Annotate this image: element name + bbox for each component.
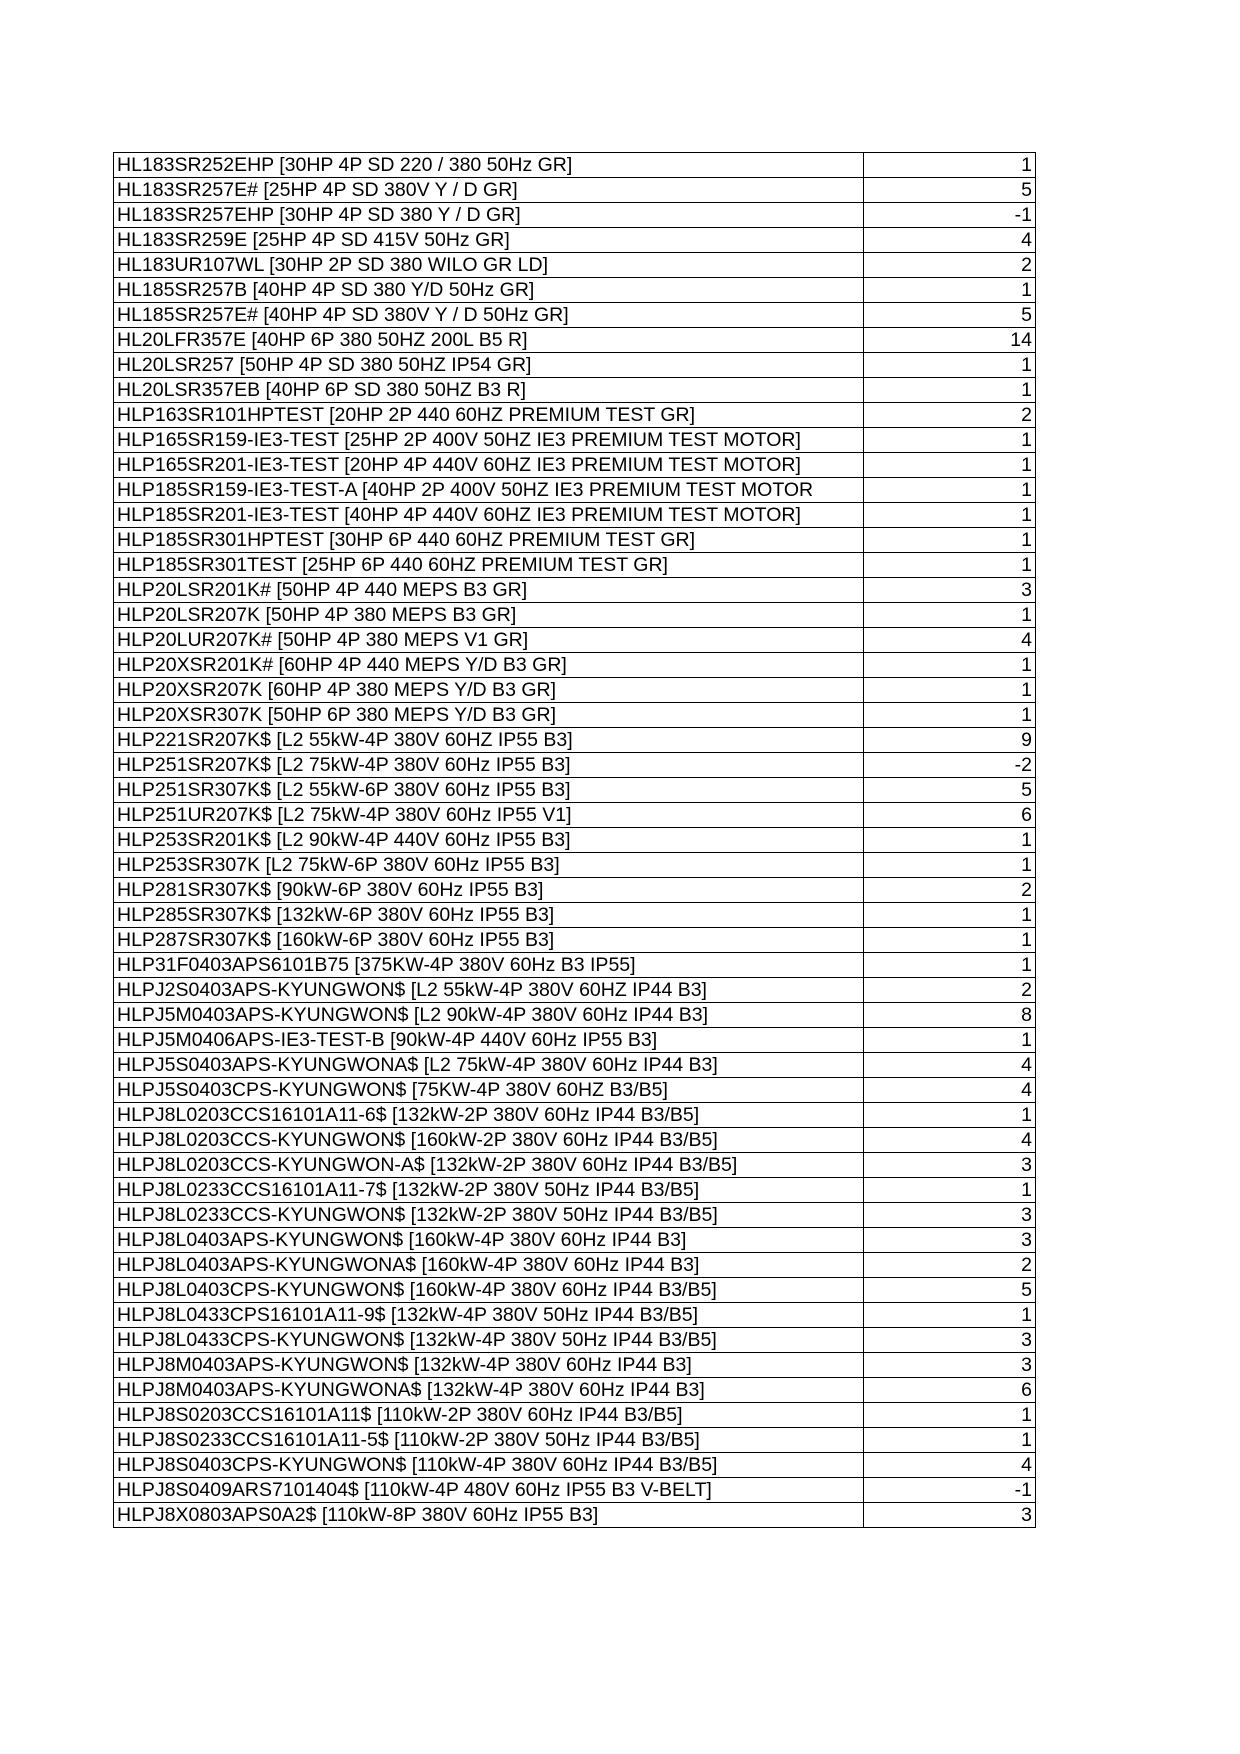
item-description-cell: HLP185SR301HPTEST [30HP 6P 440 60HZ PREMIUM TEST GR]	[114, 528, 864, 553]
quantity-cell: 5	[864, 178, 1036, 203]
item-description-cell: HL183UR107WL [30HP 2P SD 380 WILO GR LD]	[114, 253, 864, 278]
inventory-table-body	[114, 153, 1036, 1528]
table-row	[114, 278, 1036, 303]
table-row	[114, 428, 1036, 453]
table-row	[114, 878, 1036, 903]
item-description-cell: HLPJ5S0403CPS-KYUNGWON$ [75KW-4P 380V 60HZ B3/B5]	[114, 1078, 864, 1103]
quantity-cell: -1	[864, 1478, 1036, 1503]
item-description-cell: HLPJ2S0403APS-KYUNGWON$ [L2 55kW-4P 380V 60HZ IP44 B3]	[114, 978, 864, 1003]
table-row	[114, 1253, 1036, 1278]
quantity-cell: 14	[864, 328, 1036, 353]
quantity-cell: 1	[864, 678, 1036, 703]
table-row	[114, 153, 1036, 178]
item-description-cell: HLPJ5S0403APS-KYUNGWONA$ [L2 75kW-4P 380V 60Hz IP44 B3]	[114, 1053, 864, 1078]
quantity-cell: 6	[864, 1378, 1036, 1403]
item-description-cell: HLPJ8L0403CPS-KYUNGWON$ [160kW-4P 380V 60Hz IP44 B3/B5]	[114, 1278, 864, 1303]
item-description-cell: HL183SR259E [25HP 4P SD 415V 50Hz GR]	[114, 228, 864, 253]
table-row	[114, 1478, 1036, 1503]
item-description-cell: HLP287SR307K$ [160kW-6P 380V 60Hz IP55 B3]	[114, 928, 864, 953]
item-description-cell: HLPJ8L0233CCS16101A11-7$ [132kW-2P 380V 50Hz IP44 B3/B5]	[114, 1178, 864, 1203]
quantity-cell: 4	[864, 1128, 1036, 1153]
quantity-cell: 9	[864, 728, 1036, 753]
quantity-cell: 1	[864, 953, 1036, 978]
quantity-cell: 1	[864, 428, 1036, 453]
table-row	[114, 1153, 1036, 1178]
item-description-cell: HLPJ8L0433CPS-KYUNGWON$ [132kW-4P 380V 50Hz IP44 B3/B5]	[114, 1328, 864, 1353]
table-row	[114, 1178, 1036, 1203]
quantity-cell: 2	[864, 1253, 1036, 1278]
table-row	[114, 653, 1036, 678]
item-description-cell: HLPJ8S0409ARS7101404$ [110kW-4P 480V 60Hz IP55 B3 V-BELT]	[114, 1478, 864, 1503]
quantity-cell: 1	[864, 1428, 1036, 1453]
table-row	[114, 303, 1036, 328]
table-row	[114, 578, 1036, 603]
item-description-cell: HLP285SR307K$ [132kW-6P 380V 60Hz IP55 B3]	[114, 903, 864, 928]
item-description-cell: HL20LSR257 [50HP 4P SD 380 50HZ IP54 GR]	[114, 353, 864, 378]
item-description-cell: HLP165SR159-IE3-TEST [25HP 2P 400V 50HZ IE3 PREMIUM TEST MOTOR]	[114, 428, 864, 453]
quantity-cell: 3	[864, 1153, 1036, 1178]
item-description-cell: HLP31F0403APS6101B75 [375KW-4P 380V 60Hz B3 IP55]	[114, 953, 864, 978]
quantity-cell: 2	[864, 978, 1036, 1003]
table-row	[114, 1053, 1036, 1078]
table-row	[114, 1303, 1036, 1328]
quantity-cell: 4	[864, 628, 1036, 653]
table-row	[114, 603, 1036, 628]
item-description-cell: HLP20XSR207K [60HP 4P 380 MEPS Y/D B3 GR]	[114, 678, 864, 703]
table-row	[114, 503, 1036, 528]
table-row	[114, 453, 1036, 478]
item-description-cell: HLP185SR201-IE3-TEST [40HP 4P 440V 60HZ IE3 PREMIUM TEST MOTOR]	[114, 503, 864, 528]
table-row	[114, 203, 1036, 228]
table-row	[114, 1353, 1036, 1378]
quantity-cell: 1	[864, 378, 1036, 403]
table-row	[114, 1203, 1036, 1228]
quantity-cell: 1	[864, 828, 1036, 853]
quantity-cell: 3	[864, 1503, 1036, 1528]
item-description-cell: HLPJ8L0403APS-KYUNGWON$ [160kW-4P 380V 60Hz IP44 B3]	[114, 1228, 864, 1253]
item-description-cell: HLP185SR159-IE3-TEST-A [40HP 2P 400V 50HZ IE3 PREMIUM TEST MOTOR	[114, 478, 864, 503]
table-row	[114, 628, 1036, 653]
item-description-cell: HLP185SR301TEST [25HP 6P 440 60HZ PREMIUM TEST GR]	[114, 553, 864, 578]
item-description-cell: HL183SR257E# [25HP 4P SD 380V Y / D GR]	[114, 178, 864, 203]
table-row	[114, 728, 1036, 753]
quantity-cell: 1	[864, 703, 1036, 728]
quantity-cell: 1	[864, 1178, 1036, 1203]
quantity-cell: 1	[864, 653, 1036, 678]
item-description-cell: HLP163SR101HPTEST [20HP 2P 440 60HZ PREMIUM TEST GR]	[114, 403, 864, 428]
table-row	[114, 928, 1036, 953]
quantity-cell: 1	[864, 1103, 1036, 1128]
item-description-cell: HL183SR257EHP [30HP 4P SD 380 Y / D GR]	[114, 203, 864, 228]
table-row	[114, 1428, 1036, 1453]
table-row	[114, 228, 1036, 253]
item-description-cell: HLPJ8L0233CCS-KYUNGWON$ [132kW-2P 380V 50Hz IP44 B3/B5]	[114, 1203, 864, 1228]
table-row	[114, 1128, 1036, 1153]
item-description-cell: HLP253SR201K$ [L2 90kW-4P 440V 60Hz IP55 B3]	[114, 828, 864, 853]
quantity-cell: 1	[864, 853, 1036, 878]
item-description-cell: HLPJ8L0403APS-KYUNGWONA$ [160kW-4P 380V 60Hz IP44 B3]	[114, 1253, 864, 1278]
item-description-cell: HLP251SR207K$ [L2 75kW-4P 380V 60Hz IP55 B3]	[114, 753, 864, 778]
quantity-cell: 1	[864, 278, 1036, 303]
table-row	[114, 378, 1036, 403]
item-description-cell: HLPJ8S0403CPS-KYUNGWON$ [110kW-4P 380V 60Hz IP44 B3/B5]	[114, 1453, 864, 1478]
item-description-cell: HLPJ8S0203CCS16101A11$ [110kW-2P 380V 60Hz IP44 B3/B5]	[114, 1403, 864, 1428]
item-description-cell: HLP20XSR201K# [60HP 4P 440 MEPS Y/D B3 GR]	[114, 653, 864, 678]
quantity-cell: 1	[864, 353, 1036, 378]
table-row	[114, 253, 1036, 278]
item-description-cell: HLP251UR207K$ [L2 75kW-4P 380V 60Hz IP55 V1]	[114, 803, 864, 828]
quantity-cell: 1	[864, 453, 1036, 478]
inventory-table	[113, 152, 1036, 1528]
item-description-cell: HL183SR252EHP [30HP 4P SD 220 / 380 50Hz GR]	[114, 153, 864, 178]
item-description-cell: HLPJ8M0403APS-KYUNGWON$ [132kW-4P 380V 60Hz IP44 B3]	[114, 1353, 864, 1378]
quantity-cell: 3	[864, 1203, 1036, 1228]
quantity-cell: 5	[864, 778, 1036, 803]
table-row	[114, 953, 1036, 978]
table-row	[114, 803, 1036, 828]
quantity-cell: 1	[864, 903, 1036, 928]
table-row	[114, 703, 1036, 728]
quantity-cell: 1	[864, 528, 1036, 553]
item-description-cell: HLPJ5M0406APS-IE3-TEST-B [90kW-4P 440V 60Hz IP55 B3]	[114, 1028, 864, 1053]
quantity-cell: 1	[864, 1403, 1036, 1428]
quantity-cell: 3	[864, 578, 1036, 603]
table-row	[114, 403, 1036, 428]
table-row	[114, 1328, 1036, 1353]
table-row	[114, 353, 1036, 378]
item-description-cell: HL185SR257E# [40HP 4P SD 380V Y / D 50Hz GR]	[114, 303, 864, 328]
table-row	[114, 978, 1036, 1003]
table-row	[114, 778, 1036, 803]
table-row	[114, 1403, 1036, 1428]
table-row	[114, 1228, 1036, 1253]
quantity-cell: -2	[864, 753, 1036, 778]
item-description-cell: HLP281SR307K$ [90kW-6P 380V 60Hz IP55 B3]	[114, 878, 864, 903]
quantity-cell: 1	[864, 1303, 1036, 1328]
table-row	[114, 1453, 1036, 1478]
table-row	[114, 1378, 1036, 1403]
item-description-cell: HLP20LSR207K [50HP 4P 380 MEPS B3 GR]	[114, 603, 864, 628]
quantity-cell: 4	[864, 1078, 1036, 1103]
item-description-cell: HLP20LUR207K# [50HP 4P 380 MEPS V1 GR]	[114, 628, 864, 653]
table-row	[114, 328, 1036, 353]
quantity-cell: 2	[864, 878, 1036, 903]
table-row	[114, 1278, 1036, 1303]
quantity-cell: 4	[864, 1453, 1036, 1478]
quantity-cell: 6	[864, 803, 1036, 828]
item-description-cell: HLP165SR201-IE3-TEST [20HP 4P 440V 60HZ IE3 PREMIUM TEST MOTOR]	[114, 453, 864, 478]
table-row	[114, 828, 1036, 853]
item-description-cell: HLP221SR207K$ [L2 55kW-4P 380V 60HZ IP55 B3]	[114, 728, 864, 753]
quantity-cell: 8	[864, 1003, 1036, 1028]
table-row	[114, 853, 1036, 878]
item-description-cell: HL185SR257B [40HP 4P SD 380 Y/D 50Hz GR]	[114, 278, 864, 303]
table-row	[114, 178, 1036, 203]
quantity-cell: 5	[864, 1278, 1036, 1303]
item-description-cell: HLP253SR307K [L2 75kW-6P 380V 60Hz IP55 B3]	[114, 853, 864, 878]
table-row	[114, 1078, 1036, 1103]
quantity-cell: 1	[864, 553, 1036, 578]
quantity-cell: 4	[864, 228, 1036, 253]
item-description-cell: HLP20LSR201K# [50HP 4P 440 MEPS B3 GR]	[114, 578, 864, 603]
item-description-cell: HLPJ5M0403APS-KYUNGWON$ [L2 90kW-4P 380V 60Hz IP44 B3]	[114, 1003, 864, 1028]
table-row	[114, 1103, 1036, 1128]
item-description-cell: HLPJ8M0403APS-KYUNGWONA$ [132kW-4P 380V 60Hz IP44 B3]	[114, 1378, 864, 1403]
quantity-cell: 1	[864, 928, 1036, 953]
table-row	[114, 678, 1036, 703]
quantity-cell: 1	[864, 503, 1036, 528]
table-row	[114, 753, 1036, 778]
item-description-cell: HLP20XSR307K [50HP 6P 380 MEPS Y/D B3 GR]	[114, 703, 864, 728]
table-row	[114, 528, 1036, 553]
item-description-cell: HLPJ8L0203CCS-KYUNGWON-A$ [132kW-2P 380V 60Hz IP44 B3/B5]	[114, 1153, 864, 1178]
quantity-cell: 4	[864, 1053, 1036, 1078]
table-row	[114, 1503, 1036, 1528]
quantity-cell: 1	[864, 153, 1036, 178]
quantity-cell: 1	[864, 1028, 1036, 1053]
table-row	[114, 903, 1036, 928]
quantity-cell: 3	[864, 1228, 1036, 1253]
item-description-cell: HLPJ8L0203CCS16101A11-6$ [132kW-2P 380V 60Hz IP44 B3/B5]	[114, 1103, 864, 1128]
item-description-cell: HLP251SR307K$ [L2 55kW-6P 380V 60Hz IP55 B3]	[114, 778, 864, 803]
item-description-cell: HLPJ8L0203CCS-KYUNGWON$ [160kW-2P 380V 60Hz IP44 B3/B5]	[114, 1128, 864, 1153]
item-description-cell: HL20LFR357E [40HP 6P 380 50HZ 200L B5 R]	[114, 328, 864, 353]
item-description-cell: HLPJ8L0433CPS16101A11-9$ [132kW-4P 380V 50Hz IP44 B3/B5]	[114, 1303, 864, 1328]
table-row	[114, 1028, 1036, 1053]
quantity-cell: 2	[864, 403, 1036, 428]
quantity-cell: 3	[864, 1328, 1036, 1353]
quantity-cell: 1	[864, 478, 1036, 503]
table-row	[114, 478, 1036, 503]
quantity-cell: 3	[864, 1353, 1036, 1378]
item-description-cell: HL20LSR357EB [40HP 6P SD 380 50HZ B3 R]	[114, 378, 864, 403]
item-description-cell: HLPJ8S0233CCS16101A11-5$ [110kW-2P 380V 50Hz IP44 B3/B5]	[114, 1428, 864, 1453]
quantity-cell: -1	[864, 203, 1036, 228]
quantity-cell: 5	[864, 303, 1036, 328]
quantity-cell: 2	[864, 253, 1036, 278]
item-description-cell: HLPJ8X0803APS0A2$ [110kW-8P 380V 60Hz IP55 B3]	[114, 1503, 864, 1528]
table-row	[114, 553, 1036, 578]
quantity-cell: 1	[864, 603, 1036, 628]
table-row	[114, 1003, 1036, 1028]
